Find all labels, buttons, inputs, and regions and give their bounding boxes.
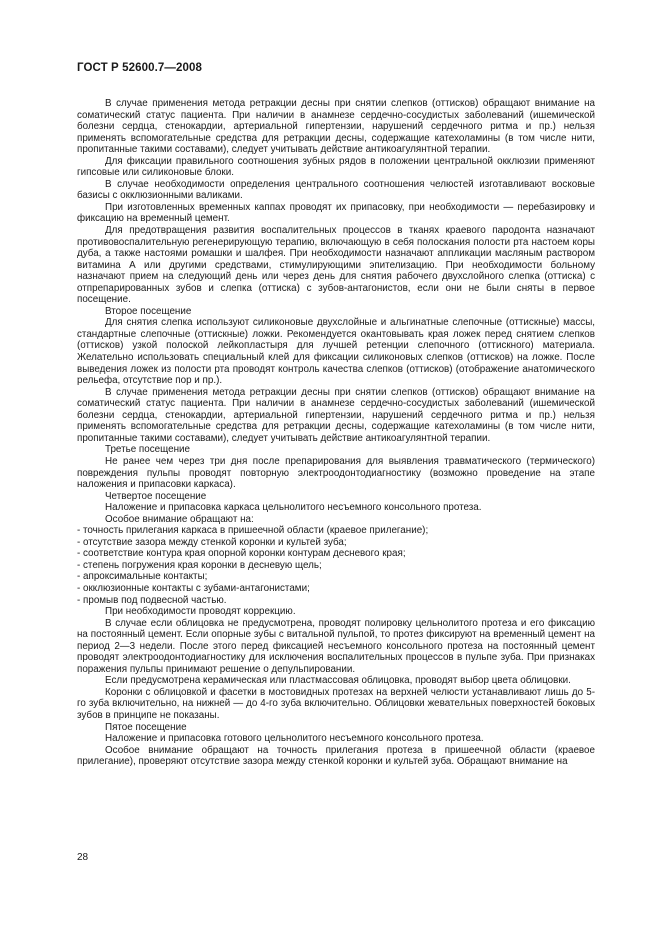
paragraph: Наложение и припасовка каркаса цельнолитого несъемного консольного протеза.: [105, 502, 482, 514]
page-number: 28: [77, 852, 89, 863]
paragraph: Для фиксации правильного соотношения зубных рядов в положении центральной окклюзии применяют гипсовые или силиконовые блоки.: [77, 155, 595, 179]
paragraph: Наложение и припасовка готового цельнолитого несъемного консольного протеза.: [105, 733, 484, 745]
paragraph: При изготовленных временных каппах проводят их припасовку, при необходимости — перебазировку и фиксацию на временный цемент.: [77, 201, 595, 225]
list-item: - окклюзионные контакты с зубами-антагонистами;: [77, 582, 310, 594]
paragraph: В случае необходимости определения центрального соотношения челюстей изготавливают восковые базисы с окклюзионными валиками.: [77, 178, 595, 202]
section-heading: Четвертое посещение: [105, 490, 207, 502]
list-item: - апроксимальные контакты;: [77, 571, 208, 583]
body-text: [77, 98, 595, 768]
section-heading: Второе посещение: [105, 305, 192, 317]
paragraph: В случае если облицовка не предусмотрена, проводят полировку цельнолитого протеза и его фиксацию на постоянный цемент. Если опорные зубы с витальной пульпой, то протез фиксируют на временный цемент на период 2—3 недели. После этого перед фиксацией несъемного консольного протеза на постоянный цемент проводят электроодонтодиагностику для исключения воспалительных процессов в пульпе зуба. При признаках поражения пульпы принимают решение о депульпировании.: [77, 617, 595, 675]
list-item: - степень погружения края коронки в десневую щель;: [77, 559, 322, 571]
paragraph: Особое внимание обращают на точность прилегания протеза в пришеечной области (краевое прилегание), проверяют отсутствие зазора между стенкой коронки и культей зуба. Обращают внимание на: [77, 744, 595, 768]
list-item: - соответствие контура края опорной коронки контурам десневого края;: [77, 548, 406, 560]
paragraph: Не ранее чем через три дня после препарирования для выявления травматического (термического) повреждения пульпы проводят повторную электроодонтодиагностику (возможно проведение на этапе наложения и припасовки каркаса).: [77, 455, 595, 491]
list-item: - отсутствие зазора между стенкой коронки и культей зуба;: [77, 536, 347, 548]
standard-header: ГОСТ Р 52600.7—2008: [77, 62, 202, 74]
paragraph: В случае применения метода ретракции десны при снятии слепков (оттисков) обращают внимание на соматический статус пациента. При наличии в анамнезе сердечно-сосудистых заболеваний (ишемической болезни сердца, стенокардии, артериальной гипертензии, нарушений сердечного ритма и пр.) нельзя применять вспомогательные средства для ретракции десны, содержащие катехоламины (в том числе нити, пропитанные такими составами), следует учитывать действие антикоагулянтной терапии.: [77, 386, 595, 444]
list-item: - точность прилегания каркаса в пришеечной области (краевое прилегание);: [77, 525, 429, 537]
section-heading: Третье посещение: [105, 444, 191, 456]
paragraph: При необходимости проводят коррекцию.: [105, 606, 296, 618]
section-heading: Пятое посещение: [105, 721, 187, 733]
list-item: - промыв под подвесной частью.: [77, 594, 227, 606]
paragraph: Если предусмотрена керамическая или пластмассовая облицовка, проводят выбор цвета облицовки.: [105, 675, 571, 687]
paragraph: В случае применения метода ретракции десны при снятии слепков (оттисков) обращают внимание на соматический статус пациента. При наличии в анамнезе сердечно-сосудистых заболеваний (ишемической болезни сердца, стенокардии, артериальной гипертензии, нарушений сердечного ритма и пр.) нельзя применять вспомогательные средства для ретракции десны, содержащие катехоламины (в том числе нити, пропитанные такими составами), следует учитывать действие антикоагулянтной терапии.: [77, 98, 595, 156]
paragraph: Для предотвращения развития воспалительных процессов в тканях краевого пародонта назначают противовоспалительную регенерирующую терапию, включающую в себя полоскания полости рта настоем коры дуба, а также настоями ромашки и шалфея. При необходимости назначают аппликации масляным раствором витамина А или другими средствами, стимулирующими эпителизацию. При необходимости больному назначают прием на следующий день или через день для снятия рабочего двухслойного слепка (оттиска) с отпрепарированных зубов и слепка (оттиска) с зубов-антагонистов, если они не были сняты в первое посещение.: [77, 225, 595, 306]
paragraph: Особое внимание обращают на:: [105, 513, 254, 525]
paragraph: Для снятия слепка используют силиконовые двухслойные и альгинатные слепочные (оттискные) массы, стандартные слепочные (оттискные) ложки. Рекомендуется окантовывать края ложек перед снятием слепков (оттисков) узкой полоской лейкопластыря для лучшей ретенции слепочного (оттискного) материала. Желательно использовать специальный клей для фиксации силиконовых слепков (оттисков) на ложке. После выведения ложек из полости рта проводят контроль качества слепков (оттисков) (отображение анатомического рельефа, отсутствие пор и пр.).: [77, 317, 595, 387]
paragraph: Коронки с облицовкой и фасетки в мостовидных протезах на верхней челюсти устанавливают лишь до 5-го зуба включительно, на нижней — до 4-го зуба включительно. Облицовки жевательных поверхностей боковых зубов в принципе не показаны.: [77, 686, 595, 721]
